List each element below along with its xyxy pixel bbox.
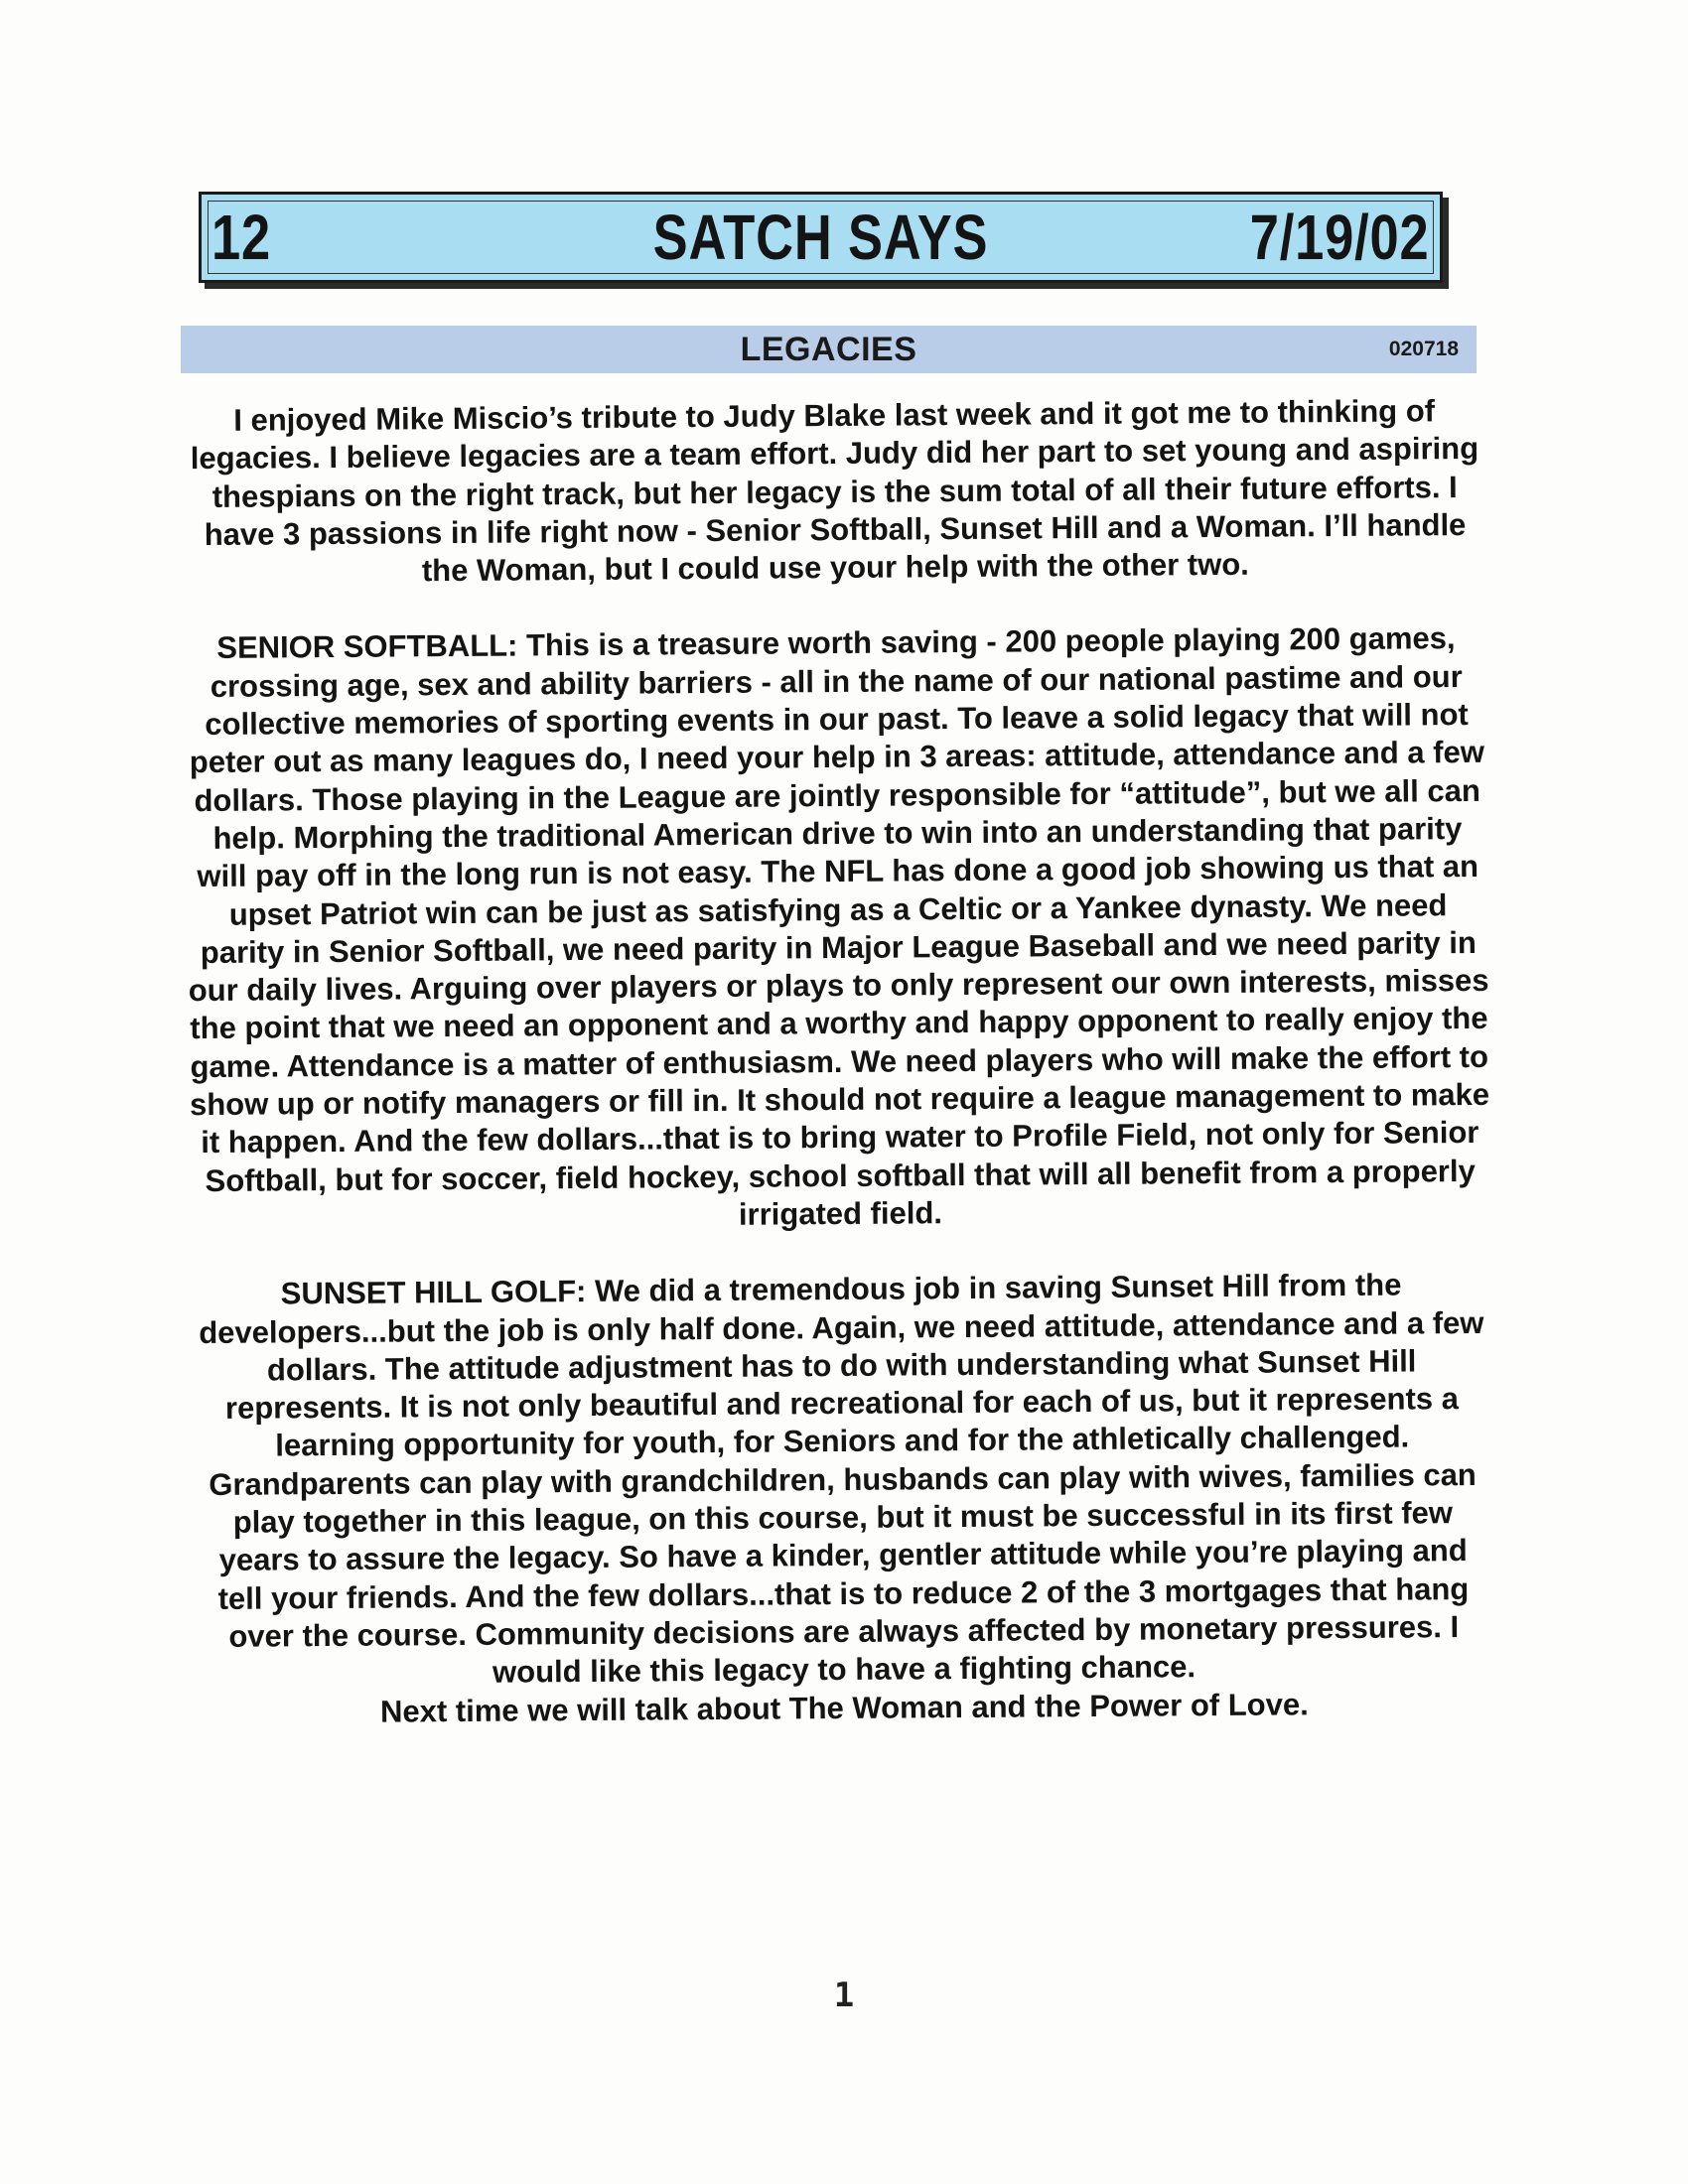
article-code: 020718 [1388,338,1459,360]
page-number: 1 [833,1976,855,2015]
closing-line: Next time we will talk about The Woman and the Power of Love. [379,1686,1309,1729]
intro-paragraph: I enjoyed Mike Miscio’s tribute to Judy Blake last week and it got me to thinking of legacies. I believe legacies are a team effort. Judy did her part to set young and aspiring thespians on the right track, but her legacy is the sum total of all their future efforts. I have 3 passions in life right now - Senior Softball, Sunset Hill and a Woman. I’ll handle the Woman, but I could use your help with the other two. [190,393,1479,589]
softball-paragraph: SENIOR SOFTBALL: This is a treasure worth saving - 200 people playing 200 games, crossing age, sex and ability barriers - all in the name of our national pastime and our collective memories of sporting events in our past. To leave a solid legacy that will not peter out as many leagues do, I need your help in 3 areas: attitude, attendance and a few dollars. Those playing in the League are jointly responsible for “attitude”, but we all can help. Morphing the traditional American drive to win into an understanding that parity will pay off in the long run is not easy. The NFL has done a good job showing us that an upset Patriot win can be just as satisfying as a Celtic or a Yankee dynasty. We need parity in Senior Softball, we need parity in Major League Baseball and we need parity in our daily lives. Arguing over players or plays to only represent our own interests, misses the point that we need an opponent and a worthy and happy opponent to really enjoy the game. Attendance is a matter of enthusiasm. We need players who will make the effort to show up or notify managers or fill in. It should not require a league management to make it happen. And the few dollars...that is to bring water to Profile Field, not only for Senior Softball, but for soccer, field hockey, school softball that will all benefit from a properly irrigated field. [188,620,1490,1232]
masthead-title: SATCH SAYS [652,202,989,273]
article-body [184,392,1494,1732]
masthead-banner [199,192,1443,283]
article-heading-bar [181,326,1477,373]
golf-paragraph: SUNSET HILL GOLF: We did a tremendous job in saving Sunset Hill from the developers...but the job is only half done. Again, we need attitude, attendance and a few dollars. The attitude adjustment has to do with understanding what Sunset Hill represents. It is not only beautiful and recreational for each of us, but it represents a learning opportunity for youth, for Seniors and for the athletically challenged. Grandparents can play with grandchildren, husbands can play with wives, families can play together in this league, on this course, but it must be successful in its first few years to assure the legacy. So have a kinder, gentler attitude while you’re playing and tell your friends. And the few dollars...that is to reduce 2 of the 3 mortgages that hang over the course. Community decisions are always affected by monetary pressures. I would like this legacy to have a fighting chance. [199,1267,1484,1690]
issue-number: 12 [211,202,272,273]
article-title: LEGACIES [740,331,917,368]
issue-date: 7/19/02 [1250,202,1430,273]
